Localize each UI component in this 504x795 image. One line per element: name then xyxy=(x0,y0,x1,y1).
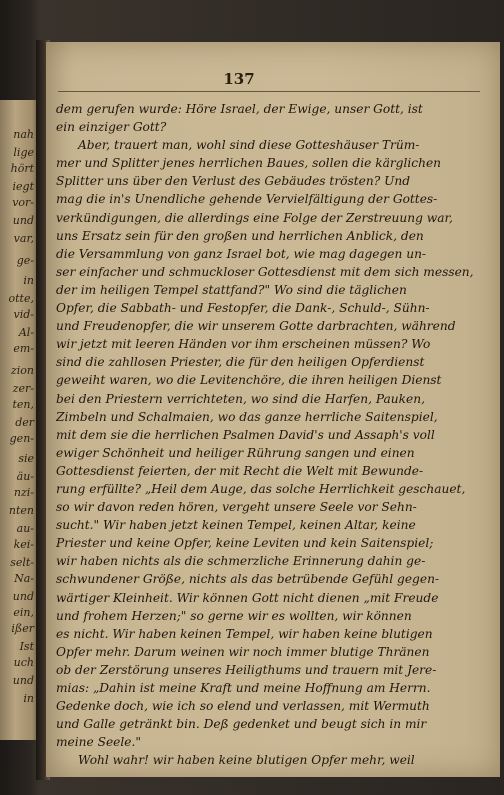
left-page-fragment: vid- xyxy=(13,308,34,321)
left-page-fragment: nzi- xyxy=(13,486,34,499)
page-body-text xyxy=(56,100,494,769)
left-page-fragment: Ist xyxy=(19,640,34,653)
text-line: wir haben nichts als die schmerzliche Erinnerung dahin ge- xyxy=(56,554,426,569)
book-page xyxy=(46,42,500,777)
left-page-fragment: ten, xyxy=(12,398,34,411)
left-page-fragment: in xyxy=(23,692,34,705)
text-line: Gedenke doch, wie ich so elend und verlassen, mit Wermuth xyxy=(56,699,430,714)
left-page-fragment: zer- xyxy=(12,382,34,395)
left-facing-page xyxy=(0,100,38,740)
left-page-fragment: Na- xyxy=(14,572,34,585)
text-line: der im heiligen Tempel stattfand?" Wo sind die täglichen xyxy=(56,282,407,297)
left-page-fragment: ge- xyxy=(16,254,34,267)
text-line: bei den Priestern verrichteten, wo sind die Harfen, Pauken, xyxy=(56,391,425,406)
left-page-fragment: kei- xyxy=(13,538,34,551)
left-page-fragment: ißer xyxy=(11,622,34,635)
left-page-fragment: der xyxy=(15,416,34,429)
text-line: Splitter uns über den Verlust des Gebäudes trösten? Und xyxy=(56,174,411,189)
left-page-fragment: und xyxy=(12,590,34,603)
left-page-fragment: otte, xyxy=(8,292,34,305)
text-line: mit dem sie die herrlichen Psalmen David's und Assaph's voll xyxy=(56,427,435,442)
page-number: 137 xyxy=(223,70,255,88)
left-page-fragment: nten xyxy=(8,504,34,517)
text-line: schwundener Größe, nichts als das betrübende Gefühl gegen- xyxy=(56,572,440,587)
left-page-fragment: au- xyxy=(16,522,34,535)
text-line: Opfer, die Sabbath- und Festopfer, die Dank-, Schuld-, Sühn- xyxy=(56,301,430,316)
text-line: so wir davon reden hören, vergeht unsere Seele vor Sehn- xyxy=(56,500,417,515)
text-line: meine Seele." xyxy=(56,735,141,750)
left-page-fragment: zion xyxy=(10,364,34,377)
left-page-fragment: nah xyxy=(13,128,34,141)
text-line: sind die zahllosen Priester, die für den heiligen Opferdienst xyxy=(56,355,425,370)
text-line: mer und Splitter jenes herrlichen Baues, sollen die kärglichen xyxy=(56,156,442,171)
left-page-fragment: iegt xyxy=(12,180,34,193)
text-line: sucht." Wir haben jetzt keinen Tempel, keinen Altar, keine xyxy=(56,518,416,533)
text-line: wärtiger Kleinheit. Wir können Gott nicht dienen „mit Freude xyxy=(56,590,439,605)
left-page-fragment: lige xyxy=(13,146,34,159)
left-page-fragment: em- xyxy=(13,342,34,355)
left-page-fragment: uch xyxy=(13,656,34,669)
text-line: und Galle getränkt bin. Deß gedenket und beugt sich in mir xyxy=(56,717,427,732)
text-line: ein einziger Gott? xyxy=(56,120,167,135)
left-page-fragment: sie xyxy=(18,452,34,465)
text-line: Aber, trauert man, wohl sind diese Gotteshäuser Trüm- xyxy=(78,138,420,153)
text-line: rung erfüllte? „Heil dem Auge, das solche Herrlichkeit geschauet, xyxy=(56,481,466,496)
text-line: Gottesdienst feierten, der mit Recht die Welt mit Bewunde- xyxy=(56,463,424,478)
left-page-fragment: in xyxy=(23,274,34,287)
text-line: uns Ersatz sein für den großen und herrlichen Anblick, den xyxy=(56,228,424,243)
left-page-fragment: und xyxy=(12,674,34,687)
text-line: und frohem Herzen;" so gerne wir es wollten, wir können xyxy=(56,608,412,623)
text-line: geweiht waren, wo die Levitenchöre, die ihren heiligen Dienst xyxy=(56,373,442,388)
left-page-fragment: gen- xyxy=(9,432,34,445)
text-line: die Versammlung von ganz Israel bot, wie mag dagegen un- xyxy=(56,246,427,261)
text-line: Opfer mehr. Darum weinen wir noch immer blutige Thränen xyxy=(56,644,430,659)
text-line: wir jetzt mit leeren Händen vor ihm erscheinen müssen? Wo xyxy=(56,337,431,352)
text-line: dem gerufen wurde: Höre Israel, der Ewige, unser Gott, ist xyxy=(56,102,423,116)
text-line: ewiger Schönheit und heiliger Rührung sangen und einen xyxy=(56,445,415,460)
text-line: ser einfacher und schmuckloser Gottesdienst mit dem sich messen, xyxy=(56,264,474,279)
text-line: mias: „Dahin ist meine Kraft und meine Hoffnung am Herrn. xyxy=(56,681,431,695)
text-line: ob der Zerstörung unseres Heiligthums und trauern mit Jere- xyxy=(56,662,437,677)
text-line: Wohl wahr! wir haben keine blutigen Opfer mehr, weil xyxy=(78,753,415,768)
text-line: und Freudenopfer, die wir unserem Gotte darbrachten, während xyxy=(56,319,456,334)
left-page-fragment: var, xyxy=(13,232,34,245)
text-line: mag die in's Unendliche gehende Vervielfältigung der Gottes- xyxy=(56,192,438,207)
text-line: Zimbeln und Schalmaien, wo das ganze herrliche Saitenspiel, xyxy=(56,409,438,424)
left-page-fragment: äu- xyxy=(16,470,34,483)
left-page-fragment: ein, xyxy=(13,606,34,619)
left-page-fragment: selt- xyxy=(10,556,34,569)
header-rule xyxy=(58,91,480,92)
left-page-fragment: vor- xyxy=(12,196,34,209)
left-page-fragment: und xyxy=(12,214,34,227)
left-page-fragment: hört xyxy=(10,162,34,175)
text-line: es nicht. Wir haben keinen Tempel, wir haben keine blutigen xyxy=(56,626,433,641)
text-line: Priester und keine Opfer, keine Leviten und kein Saitenspiel; xyxy=(56,536,434,551)
text-line: verkündigungen, die allerdings eine Folge der Zerstreuung war, xyxy=(56,210,453,225)
left-page-fragment: Al- xyxy=(18,326,34,339)
